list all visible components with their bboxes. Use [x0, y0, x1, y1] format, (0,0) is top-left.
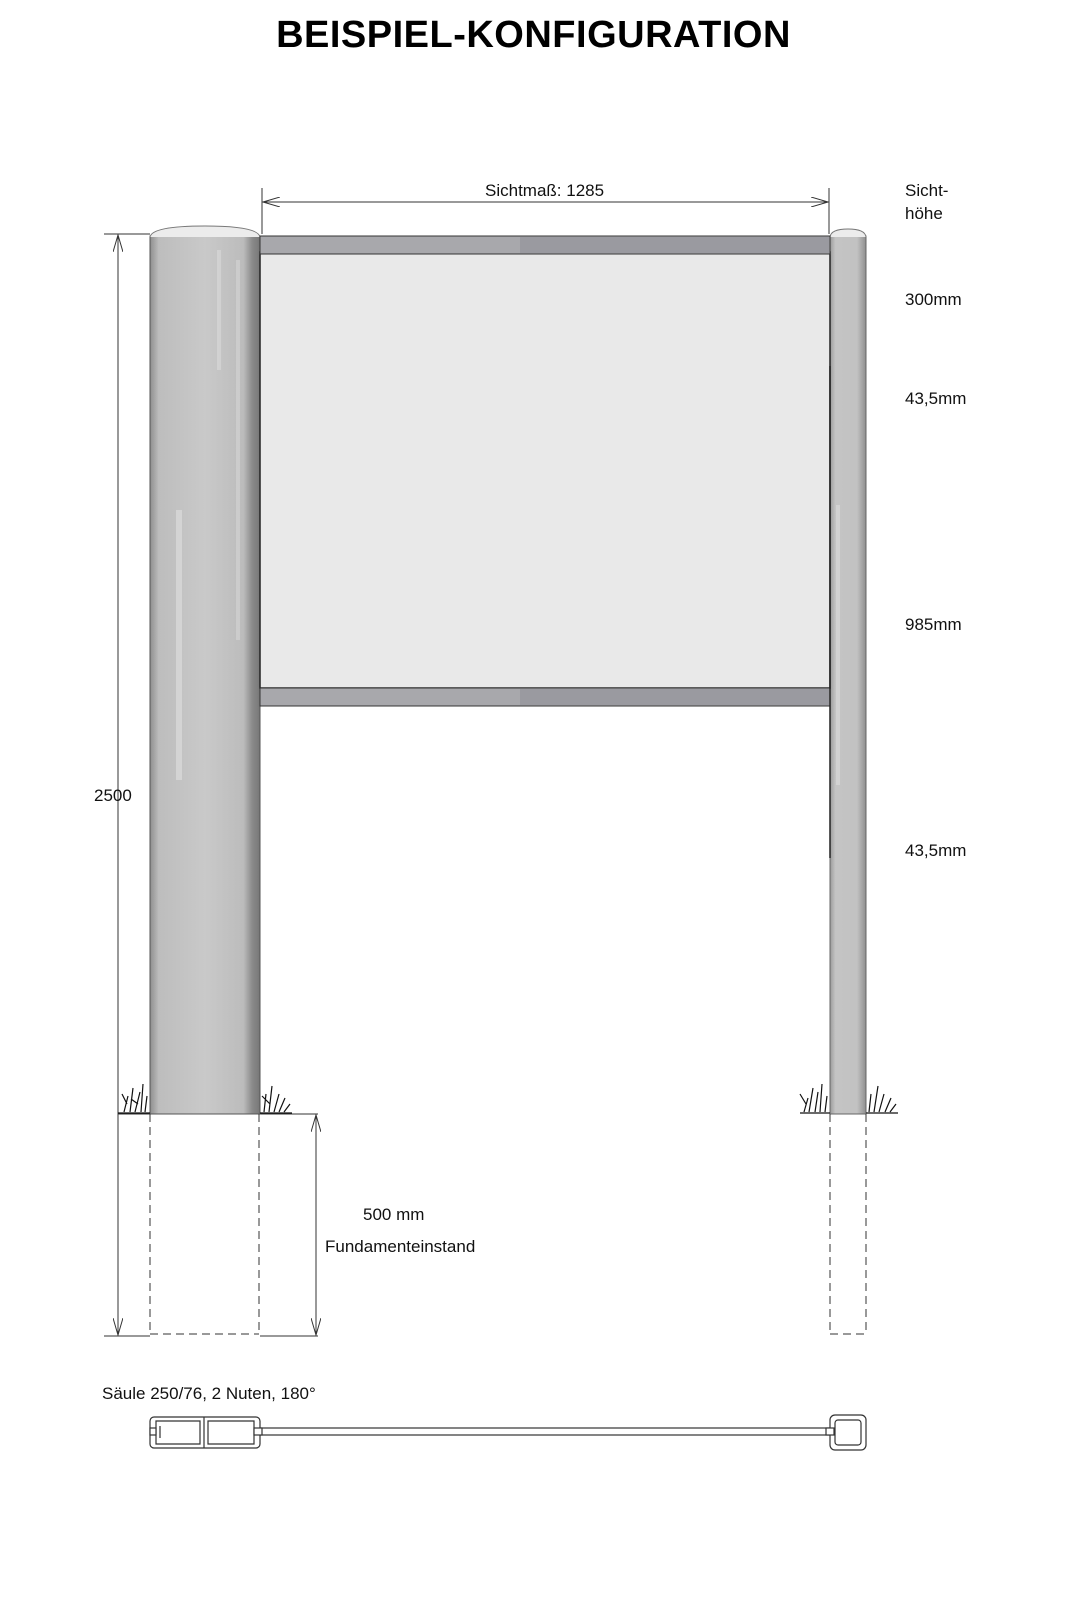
post-cross-section — [150, 1415, 866, 1450]
sichthoehe-label-line2: höhe — [905, 204, 943, 223]
foundation-dimension — [118, 1114, 318, 1336]
panel-height-label: 985mm — [905, 615, 962, 634]
page-title: BEISPIEL-KONFIGURATION — [276, 14, 791, 56]
foundation-label: Fundamenteinstand — [325, 1237, 476, 1256]
frame-top-height-label: 43,5mm — [905, 389, 967, 408]
foundation-depth-label: 500 mm — [363, 1205, 425, 1224]
top-height-label: 300mm — [905, 290, 962, 309]
sichthoehe-label-line1: Sicht- — [905, 181, 949, 200]
foundation-left — [150, 1114, 259, 1334]
frame-bottom-height-label: 43,5mm — [905, 841, 967, 860]
post-spec-label: Säule 250/76, 2 Nuten, 180° — [102, 1384, 316, 1403]
left-post — [150, 226, 260, 1114]
width-label: Sichtmaß: 1285 — [485, 181, 605, 200]
foundation-right — [830, 1114, 866, 1334]
right-post — [830, 229, 866, 1114]
display-panel — [260, 236, 830, 858]
total-height-label: 2500 — [94, 786, 132, 805]
